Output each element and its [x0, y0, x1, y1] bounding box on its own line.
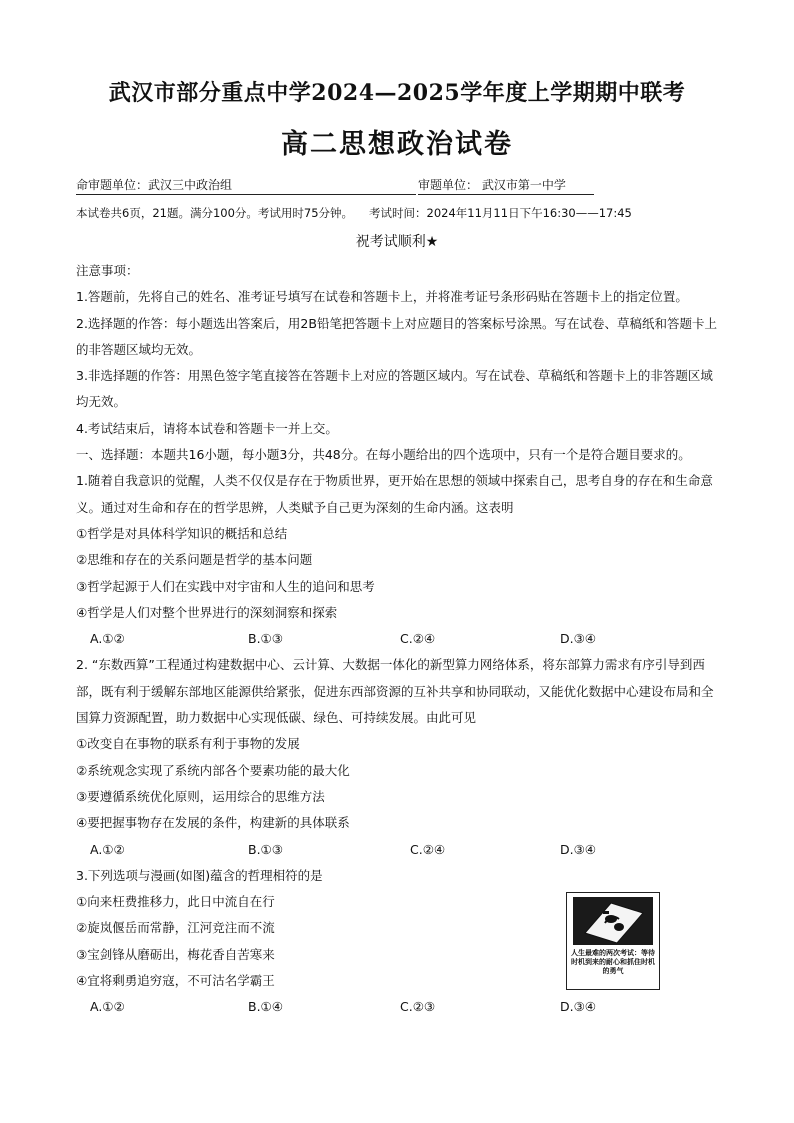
question-statement: ③宝剑锋从磨砺出，梅花香自苦寒来 — [76, 946, 275, 962]
option-d: D.③④ — [560, 841, 597, 857]
option-a: A.①② — [90, 841, 125, 857]
answer-options — [76, 626, 720, 652]
question-stem: 1.随着自我意识的觉醒，人类不仅仅是存在于物质世界，更开始在思想的领域中探索自己，思考自身的存在和生命意义。通过对生命和存在的哲学思辨，人类赋予自己更为深刻的生命内涵。这表明 — [76, 473, 713, 515]
good-luck-text: 祝考试顺利★ — [355, 234, 439, 250]
question-stem: 3.下列选项与漫画(如图)蕴含的哲理相符的是 — [76, 867, 323, 883]
option-b: B.①③ — [248, 631, 283, 647]
question-statement: ③要遵循系统优化原则，运用综合的思维方法 — [76, 788, 325, 804]
notice-item: 2.选择题的作答：每小题选出答案后，用2B铅笔把答题卡上对应题目的答案标号涂黑。写在试卷、草稿纸和答题卡上的非答题区域均无效。 — [76, 315, 717, 357]
option-a: A.①② — [90, 999, 125, 1015]
question-statement: ②旋岚偃岳而常静，江河竞注而不流 — [76, 920, 275, 936]
option-c: C.②④ — [400, 631, 436, 647]
notice-item: 4.考试结束后，请将本试卷和答题卡一并上交。 — [76, 420, 338, 436]
answer-options — [76, 837, 720, 863]
option-c: C.②④ — [410, 841, 446, 857]
issuer-unit: 命审题单位：武汉三中政治组 — [76, 176, 416, 195]
question-statement: ②思维和存在的关系问题是哲学的基本问题 — [76, 552, 313, 568]
option-b: B.①④ — [248, 999, 283, 1015]
exam-time: 考试时间：2024年11月11日下午16:30——17:45 — [369, 206, 632, 220]
exam-info-left: 本试卷共6页，21题。满分100分。考试用时75分钟。 — [76, 206, 354, 220]
notice-item: 3.非选择题的作答：用黑色签字笔直接答在答题卡上对应的答题区域内。写在试卷、草稿纸和答题卡上的非答题区域均无效。 — [76, 368, 713, 410]
option-d: D.③④ — [560, 631, 597, 647]
notice-item: 1.答题前，先将自己的姓名、准考证号填写在试卷和答题卡上，并将准考证号条形码贴在答题卡上的指定位置。 — [76, 289, 688, 305]
question-statement: ②系统观念实现了系统内部各个要素功能的最大化 — [76, 762, 350, 778]
cartoon-caption: 人生最难的两次考试：等待时机到来的耐心和抓住时机的勇气 — [571, 949, 655, 975]
cartoon-illustration — [567, 893, 659, 949]
option-a: A.①② — [90, 631, 125, 647]
exam-subtitle: 高二思想政治试卷 — [281, 129, 513, 160]
exam-title: 武汉市部分重点中学2024—2025学年度上学期期中联考 — [108, 80, 686, 106]
reviewer-unit: 审题单位： 武汉市第一中学 — [418, 176, 594, 195]
section-heading: 一、选择题：本题共16小题，每小题3分，共48分。在每小题给出的四个选项中，只有一个是符合题目要求的。 — [76, 447, 691, 463]
question-stem: 2. “东数西算”工程通过构建数据中心、云计算、大数据一体化的新型算力网络体系，将东部算力需求有序引导到西部，既有利于缓解东部地区能源供给紧张，促进东西部资源的互补共享和协同联动，又能优化数据中心建设布局和全国算力资源配置，助力数据中心实现低碳、绿色、可持续发展。由此可见 — [76, 657, 714, 726]
question-statement: ①向来枉费推移力，此日中流自在行 — [76, 894, 275, 910]
question-statement: ④宜将剩勇追穷寇，不可沽名学霸王 — [76, 973, 275, 989]
question-statement: ③哲学起源于人们在实践中对宇宙和人生的追问和思考 — [76, 578, 375, 594]
question-statement: ④哲学是人们对整个世界进行的深刻洞察和探索 — [76, 604, 338, 620]
question-statement: ①改变自在事物的联系有利于事物的发展 — [76, 736, 300, 752]
notice-heading: 注意事项： — [76, 263, 139, 278]
cartoon-image — [566, 892, 660, 990]
exam-meta — [76, 205, 632, 221]
option-d: D.③④ — [560, 999, 597, 1015]
unit-info — [76, 176, 716, 194]
option-b: B.①③ — [248, 841, 283, 857]
question-statement: ①哲学是对具体科学知识的概括和总结 — [76, 525, 288, 541]
answer-options — [76, 994, 720, 1020]
option-c: C.②③ — [400, 999, 436, 1015]
question-statement: ④要把握事物存在发展的条件，构建新的具体联系 — [76, 815, 350, 831]
